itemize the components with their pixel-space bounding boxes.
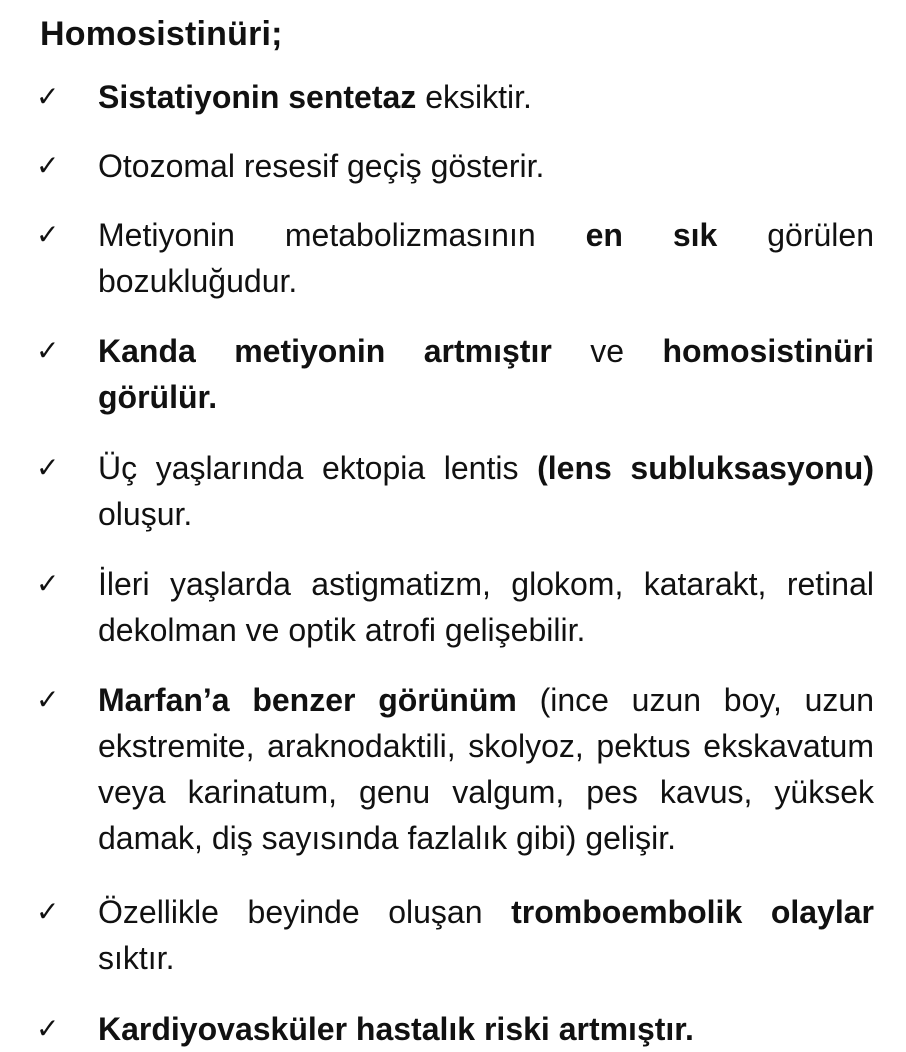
bold-text-segment: tromboembolik olaylar — [511, 894, 875, 930]
list-item-text — [98, 445, 874, 537]
check-mark-icon: ✓ — [36, 218, 60, 251]
check-mark-icon: ✓ — [36, 334, 60, 367]
text-segment: Otozomal resesif geçiş gösterir. — [98, 148, 545, 184]
list-item-text — [98, 74, 874, 120]
text-segment: ve — [551, 333, 663, 369]
page-title: Homosistinüri; — [40, 15, 283, 53]
list-item-text — [98, 561, 874, 653]
bold-text-segment: Marfan’a benzer görünüm — [98, 682, 517, 718]
list-item-text — [98, 328, 874, 420]
list-item-text — [98, 143, 874, 189]
text-segment: Özellikle beyinde oluşan — [98, 894, 512, 930]
text-segment: Üç yaşlarında ektopia lentis — [98, 450, 538, 486]
bold-text-segment: (lens subluksasyonu) — [537, 450, 875, 486]
check-mark-icon: ✓ — [36, 80, 60, 113]
bold-text-segment: Kanda metiyonin artmıştır — [98, 333, 552, 369]
check-mark-icon: ✓ — [36, 1012, 60, 1045]
text-segment: (ince uzun boy, uzun ekstremite, araknodaktili, skolyoz, pektus ekskavatum veya karinatum, genu valgum, pes kavus, yüksek damak, diş sayısında fazlalık gibi) gelişir. — [98, 682, 875, 856]
text-segment: görülen bozukluğudur. — [98, 217, 874, 299]
check-mark-icon: ✓ — [36, 149, 60, 182]
text-segment: sıktır. — [98, 940, 175, 976]
check-mark-icon: ✓ — [36, 567, 60, 600]
text-segment: eksiktir. — [416, 79, 532, 115]
bold-text-segment: en sık — [585, 217, 718, 253]
check-mark-icon: ✓ — [36, 895, 60, 928]
list-item-text — [98, 889, 874, 981]
text-segment: İleri yaşlarda astigmatizm, glokom, katarakt, retinal dekolman ve optik atrofi gelişebilir. — [98, 566, 874, 648]
list-item-text — [98, 677, 874, 861]
list-item-text — [98, 212, 874, 304]
text-segment: Metiyonin metabolizmasının — [98, 217, 586, 253]
text-segment: oluşur. — [98, 496, 193, 532]
check-mark-icon: ✓ — [36, 451, 60, 484]
bold-text-segment: Kardiyovasküler hastalık riski artmıştır. — [98, 1011, 694, 1047]
bold-text-segment: homosistinüri görülür. — [98, 333, 875, 415]
bold-text-segment: Sistatiyonin sentetaz — [98, 79, 417, 115]
check-mark-icon: ✓ — [36, 683, 60, 716]
list-item-text — [98, 1006, 874, 1052]
